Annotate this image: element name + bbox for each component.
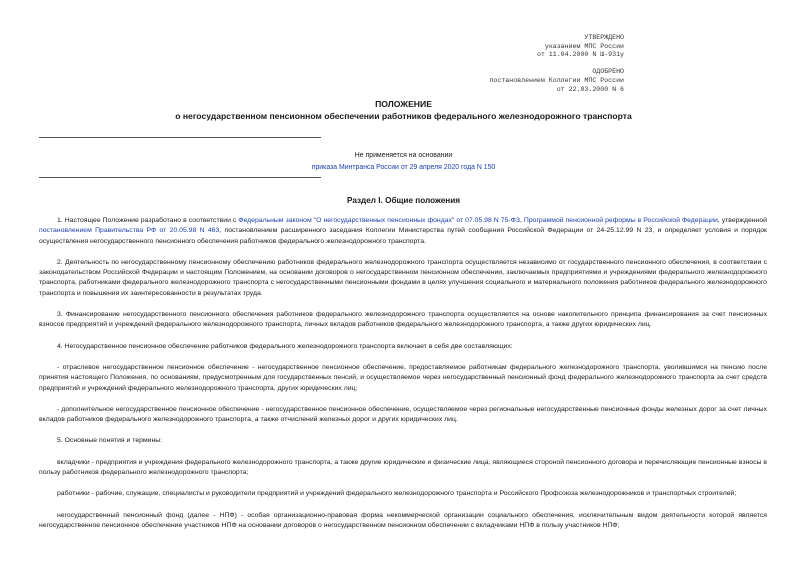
approval-line: от 11.04.2000 N Ш-931у [536, 51, 624, 59]
approval-line: ОДОБРЕНО [592, 68, 624, 76]
section-title: Раздел I. Общие положения [346, 196, 461, 205]
paragraph-5: - отраслевое негосударственное пенсионное обеспечение - негосударственное пенсионное обеспечение, предоставляемое работникам федерального железнодорожного транспорта, уволившимся на пенсию после принятия настоящего Положения, по основаниям, предусмотренным для государственных пенсий, и осуществляемое через негосударственный пенсионный фонд федерального железнодорожного транспорта за счет средств предприятий и учреждений федерального железнодорожного транспорта, других юридических лиц; [39, 363, 767, 392]
approval-stamp [489, 34, 624, 94]
paragraph-text: , [519, 217, 524, 224]
paragraph-7: 5. Основные понятия и термины: [57, 437, 163, 445]
paragraph-8: вкладчики - предприятия и учреждения федерального железнодорожного транспорта, а также другие юридические и физические лица, являющиеся стороной пенсионного договора и перечисляющие пенсионные взносы в пользу работников федерального железнодорожного транспорта; [39, 458, 767, 477]
paragraph-text: , утвержденной [717, 217, 767, 224]
paragraph-2: 2. Деятельность по негосударственному пенсионному обеспечению работников федерального железнодорожного транспорта осуществляется независимо от государственного пенсионного обеспечения, в соответствии с законодательством Российской Федерации и настоящим Положением, на основании договоров о негосударственном пенсионном обеспечении, заключаемых предприятиями и учреждениями федерального железнодорожного транспорта, работниками федерального железнодорожного транспорта с негосударственными пенсионными фондами в целях улучшения социального и материального положения работников федерального железнодорожного транспорта и повышения их заинтересованности в результатах труда. [39, 258, 767, 297]
approval-line: от 22.03.2000 N 6 [556, 85, 624, 93]
approval-line: указанием МПС России [544, 42, 624, 50]
notice-text: Не применяется на основании [354, 152, 453, 159]
document-subtitle: о негосударственном пенсионном обеспечении работников федерального железнодорожного транспорта [175, 111, 632, 121]
law-link[interactable]: Федеральным законом "О негосударственных пенсионных фондах" от 07.05.98 N 75-ФЗ [238, 217, 520, 224]
divider-top [39, 137, 321, 138]
paragraph-text: 1. Настоящее Положение разработано в соответствии с [57, 217, 239, 224]
approval-line: УТВЕРЖДЕНО [584, 34, 624, 41]
paragraph-3: 3. Финансирование негосударственного пенсионного обеспечения работников федерального железнодорожного транспорта осуществляется на основе накопительного принципа финансирования за счет пенсионных взносов предприятий и учреждений федерального железнодорожного транспорта, личных вкладов работников федерального железнодорожного транспорта, а также других юридических лиц. [39, 311, 767, 329]
document-heading: ПОЛОЖЕНИЕ [375, 99, 432, 109]
approval-line: постановлением Коллегии МПС России [489, 76, 624, 84]
paragraph-9: работники - рабочие, служащие, специалисты и руководители предприятий и учреждений федерального железнодорожного транспорта и Российского Профсоюза железнодорожников и транспортных строителей; [57, 490, 737, 498]
notice-block [0, 150, 807, 173]
document-body [39, 216, 767, 531]
resolution-link[interactable]: постановлением Правительства РФ от 20.05.98 N 463 [39, 227, 220, 235]
program-link[interactable]: Программой пенсионной реформы в Российской Федерации [523, 217, 718, 224]
document-title [0, 99, 807, 123]
paragraph-6: - дополнительное негосударственное пенсионное обеспечение - негосударственное пенсионное обеспечение, осуществляемое через региональные негосударственные пенсионные фонды железных дорог за счет личных вкладов работников федерального железнодорожного транспорта, а также отчислений железных дорог и других юридических лиц. [39, 405, 767, 424]
paragraph-4: 4. Негосударственное пенсионное обеспечение работников федерального железнодорожного транспорта включает в себя две составляющих: [57, 342, 513, 350]
paragraph-1 [39, 216, 767, 247]
notice-link[interactable]: приказа Минтранса России от 29 апреля 2020 года N 150 [311, 163, 496, 171]
divider-bottom [39, 177, 321, 178]
paragraph-text: , постановлением расширенного заседания Коллегии Министерства путей сообщения Российской Федерации от 24-25.12.99 N 23, и определяет условия и порядок осуществления негосударственного пенсионного обеспечения работников федерального железнодорожного транспорта. [39, 227, 767, 245]
paragraph-10: негосударственный пенсионный фонд (далее - НПФ) - особая организационно-правовая форма некоммерческой организации социального обеспечения, исключительным видом деятельности которой является негосударственное пенсионное обеспечение участников НПФ на основании договоров о негосударственном пенсионном обеспечении с вкладчиками НПФ в пользу участников НПФ; [39, 511, 767, 529]
